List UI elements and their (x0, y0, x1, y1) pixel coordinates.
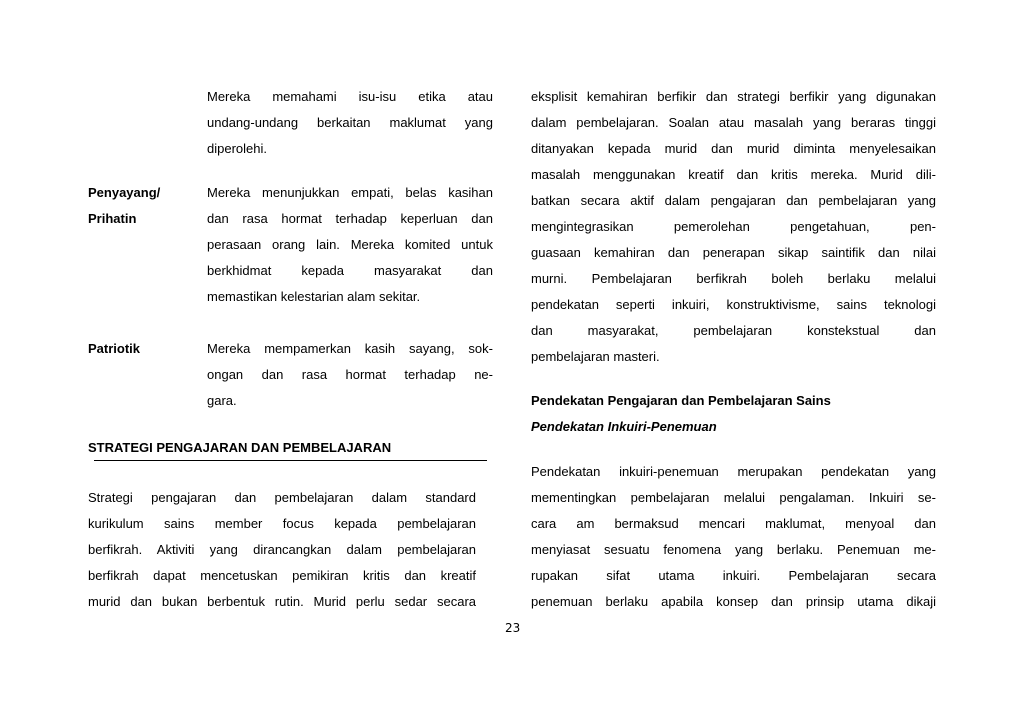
right-paragraph-line: guasaan kemahiran dan penerapan sikap saintifik dan nilai (531, 245, 936, 260)
term-prihatin: Prihatin (88, 211, 137, 226)
right-paragraph-line: pendekatan seperti inkuiri, konstruktivisme, sains teknologi (531, 297, 936, 312)
right-paragraph-line: eksplisit kemahiran berfikir dan strategi berfikir yang digunakan (531, 89, 936, 104)
right-paragraph2-line: Pendekatan inkuiri-penemuan merupakan pendekatan yang (531, 464, 936, 479)
right-paragraph-line: masalah menggunakan kreatif dan kritis mereka. Murid dili- (531, 167, 936, 182)
paragraph-line: berfikrah. Aktiviti yang dirancangkan dalam pembelajaran (88, 542, 476, 557)
patriotik-line: ongan dan rasa hormat terhadap ne- (207, 367, 493, 382)
term-patriotik: Patriotik (88, 341, 141, 356)
penyayang-line: memastikan kelestarian alam sekitar. (207, 289, 421, 304)
paragraph-line: Strategi pengajaran dan pembelajaran dalam standard (88, 490, 476, 505)
right-paragraph-line: mengintegrasikan pemerolehan pengetahuan, pen- (531, 219, 936, 234)
right-paragraph2-line: mementingkan pembelajaran melalui pengalaman. Inkuiri se- (531, 490, 936, 505)
section-heading-sains: Pendekatan Pengajaran dan Pembelajaran Sains (531, 393, 831, 408)
subheading-inkuiri: Pendekatan Inkuiri-Penemuan (531, 419, 717, 434)
right-paragraph2-line: menyiasat sesuatu fenomena yang berlaku. Penemuan me- (531, 542, 936, 557)
term-penyayang: Penyayang/ (88, 185, 161, 200)
right-paragraph-line: ditanyakan kepada murid dan murid diminta menyelesaikan (531, 141, 936, 156)
right-paragraph-line: dan masyarakat, pembelajaran konstekstual dan (531, 323, 936, 338)
row1-line: Mereka memahami isu-isu etika atau (207, 89, 493, 104)
penyayang-line: Mereka menunjukkan empati, belas kasihan (207, 185, 493, 200)
right-paragraph-line: dalam pembelajaran. Soalan atau masalah yang beraras tinggi (531, 115, 936, 130)
right-paragraph-line: batkan secara aktif dalam pengajaran dan pembelajaran yang (531, 193, 936, 208)
row1-line: diperolehi. (207, 141, 267, 156)
patriotik-line: Mereka mempamerkan kasih sayang, sok- (207, 341, 493, 356)
penyayang-line: dan rasa hormat terhadap keperluan dan (207, 211, 493, 226)
right-paragraph2-line: cara am bermaksud mencari maklumat, menyoal dan (531, 516, 936, 531)
right-paragraph-line: pembelajaran masteri. (531, 349, 660, 364)
patriotik-line: gara. (207, 393, 237, 408)
heading-underline (94, 460, 487, 461)
penyayang-line: berkhidmat kepada masyarakat dan (207, 263, 493, 278)
penyayang-line: perasaan orang lain. Mereka komited untuk (207, 237, 493, 252)
right-paragraph2-line: rupakan sifat utama inkuiri. Pembelajaran secara (531, 568, 936, 583)
page-number: 23 (505, 621, 521, 635)
row1-line: undang-undang berkaitan maklumat yang (207, 115, 493, 130)
section-heading: STRATEGI PENGAJARAN DAN PEMBELAJARAN (88, 440, 392, 455)
paragraph-line: berfikrah dapat mencetuskan pemikiran kritis dan kreatif (88, 568, 476, 583)
paragraph-line: kurikulum sains member focus kepada pembelajaran (88, 516, 476, 531)
right-paragraph-line: murni. Pembelajaran berfikrah boleh berlaku melalui (531, 271, 936, 286)
paragraph-line: murid dan bukan berbentuk rutin. Murid perlu sedar secara (88, 594, 476, 609)
right-paragraph2-line: penemuan berlaku apabila konsep dan prinsip utama dikaji (531, 594, 936, 609)
